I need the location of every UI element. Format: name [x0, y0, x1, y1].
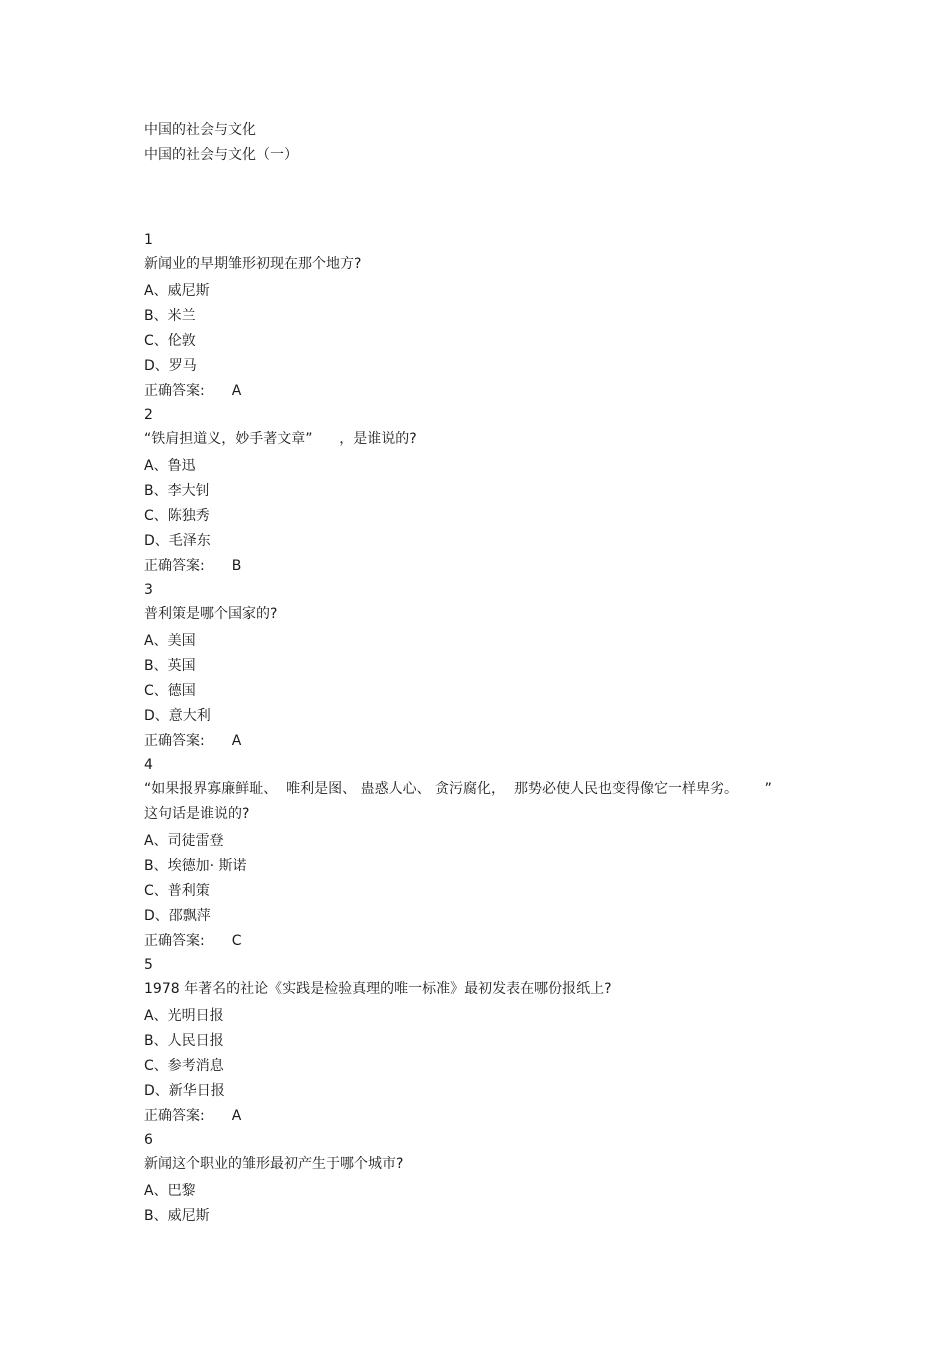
answer-option: B、人民日报: [144, 1033, 224, 1049]
question-number: 1: [144, 232, 153, 248]
answer-option: A、巴黎: [144, 1183, 196, 1199]
question-block: [144, 753, 844, 953]
question-text: [144, 1152, 844, 1177]
question-text: [144, 427, 844, 452]
answer-option: A、鲁迅: [144, 458, 196, 474]
question-list: [144, 228, 844, 1229]
question-text: [144, 602, 844, 627]
correct-answer-label: 正确答案:: [144, 558, 205, 574]
spacer: [144, 168, 844, 228]
answer-option: D、意大利: [144, 708, 211, 724]
answer-option: A、光明日报: [144, 1008, 224, 1024]
question-text: [144, 977, 844, 1002]
question-number: 6: [144, 1132, 153, 1148]
question-block: [144, 1128, 844, 1229]
answer-option: C、普利策: [144, 883, 210, 899]
answer-option: C、德国: [144, 683, 196, 699]
correct-answer-label: 正确答案:: [144, 733, 205, 749]
correct-answer-label: 正确答案:: [144, 933, 205, 949]
document-title: 中国的社会与文化: [144, 122, 256, 138]
question-text-line: 新闻这个职业的雏形最初产生于哪个城市?: [144, 1156, 404, 1172]
answer-option: D、邵飘萍: [144, 908, 211, 924]
question-block: [144, 953, 844, 1128]
answer-option: B、李大钊: [144, 483, 210, 499]
question-number: 3: [144, 582, 153, 598]
document-subtitle: 中国的社会与文化（一）: [144, 147, 298, 163]
question-number: 5: [144, 957, 153, 973]
question-block: [144, 578, 844, 753]
answer-option: B、埃德加· 斯诺: [144, 858, 247, 874]
answer-option: B、米兰: [144, 308, 196, 324]
question-text-line: 这句话是谁说的?: [144, 806, 250, 822]
correct-answer-value: A: [231, 733, 242, 749]
answer-option: A、司徒雷登: [144, 833, 224, 849]
question-number: 4: [144, 757, 153, 773]
question-text-line: 新闻业的早期雏形初现在那个地方?: [144, 256, 362, 272]
question-text-line: 普利策是哪个国家的?: [144, 606, 278, 622]
answer-option: C、参考消息: [144, 1058, 224, 1074]
question-text-line: 1978 年著名的社论《实践是检验真理的唯一标准》最初发表在哪份报纸上?: [144, 981, 612, 997]
correct-answer: [144, 929, 844, 953]
correct-answer: [144, 379, 844, 403]
correct-answer: [144, 1104, 844, 1128]
question-text-line: “如果报界寡廉鲜耻、 唯利是图、 蛊惑人心、 贪污腐化， 那势必使人民也变得像它一样卑劣。 ”: [144, 781, 772, 797]
correct-answer-value: B: [231, 558, 242, 574]
question-block: [144, 228, 844, 403]
answer-option: D、毛泽东: [144, 533, 211, 549]
answer-option: C、伦敦: [144, 333, 196, 349]
answer-option: D、新华日报: [144, 1083, 225, 1099]
question-text: [144, 252, 844, 277]
answer-option: A、美国: [144, 633, 196, 649]
question-text: [144, 777, 844, 827]
question-text-line: “铁肩担道义，妙手著文章” ，是谁说的?: [144, 431, 417, 447]
correct-answer-label: 正确答案:: [144, 383, 205, 399]
answer-option: D、罗马: [144, 358, 197, 374]
answer-option: C、陈独秀: [144, 508, 210, 524]
correct-answer-label: 正确答案:: [144, 1108, 205, 1124]
answer-option: A、威尼斯: [144, 283, 210, 299]
answer-option: B、英国: [144, 658, 196, 674]
correct-answer-value: A: [231, 1108, 242, 1124]
correct-answer-value: C: [231, 933, 242, 949]
document-page: [144, 118, 844, 1229]
correct-answer: [144, 729, 844, 753]
correct-answer-value: A: [231, 383, 242, 399]
correct-answer: [144, 554, 844, 578]
question-block: [144, 403, 844, 578]
answer-option: B、威尼斯: [144, 1208, 210, 1224]
question-number: 2: [144, 407, 153, 423]
